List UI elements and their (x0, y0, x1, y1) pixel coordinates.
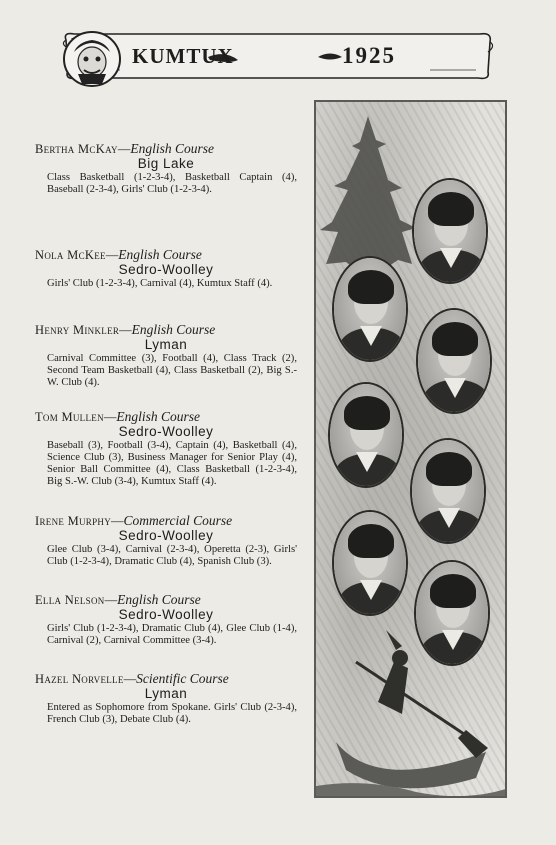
portrait-6 (332, 510, 408, 616)
student-activities: Girls' Club (1-2-3-4), Carnival (4), Kumtux Staff (4). (47, 278, 273, 289)
header-banner (60, 30, 496, 82)
student-name: Irene Murphy (35, 514, 112, 528)
student-town: Lyman (144, 686, 188, 701)
entry-heading: Bertha McKay—English Course (35, 141, 214, 156)
student-activities: Carnival Committee (3), Football (4), Class Track (2), Second Team Basketball (4), Class Basketball (2), Big S.-W. Club (4). (47, 353, 297, 388)
entry-heading: Nola McKee—English Course (35, 247, 202, 262)
scroll-ribbon (60, 30, 496, 82)
portrait-5 (410, 438, 486, 544)
student-entry (35, 514, 297, 568)
student-activities: Glee Club (3-4), Carnival (2-3-4), Operetta (2-3), Girls' Club (1-2-3-4), Dramatic Club (4), Spanish Club (3). (47, 544, 297, 567)
student-town: Sedro-Woolley (118, 607, 214, 622)
student-activities: Class Basketball (1-2-3-4), Basketball Captain (4), Baseball (2-3-4), Girls' Club (1-2-3-4). (47, 172, 297, 195)
student-course: Commercial Course (123, 513, 233, 528)
student-name: Nola McKee (35, 248, 106, 262)
portrait-panel (314, 100, 507, 798)
student-activities: Girls' Club (1-2-3-4), Dramatic Club (4), Glee Club (1-4), Carnival (2), Carnival Committee (3-4). (47, 623, 297, 646)
student-name: Henry Minkler (35, 323, 120, 337)
portrait-7 (414, 560, 490, 666)
student-entry (35, 248, 297, 290)
student-name: Bertha McKay (35, 142, 118, 156)
entry-heading: Tom Mullen—English Course (35, 409, 201, 424)
student-course: English Course (117, 592, 201, 607)
student-course: English Course (130, 141, 214, 156)
yearbook-year: 1925 (342, 43, 396, 68)
portrait-3 (416, 308, 492, 414)
student-town: Sedro-Woolley (118, 262, 214, 277)
student-name: Hazel Norvelle (35, 672, 124, 686)
entry-heading: Irene Murphy—Commercial Course (35, 513, 233, 528)
yearbook-title: KUMTUX (132, 44, 234, 68)
entry-heading: Ella Nelson—English Course (35, 592, 201, 607)
student-activities: Entered as Sophomore from Spokane. Girls' Club (2-3-4), French Club (3), Debate Club (4). (47, 702, 297, 725)
student-town: Sedro-Woolley (118, 424, 214, 439)
student-course: English Course (118, 247, 202, 262)
student-course: Scientific Course (136, 671, 229, 686)
student-activities: Baseball (3), Football (3-4), Captain (4), Basketball (4), Science Club (3), Business Manager for Senior Play (4), Senior Ball Committee (4), Class Basketball (1-2-3-4), Big S.-W. Club (3-4), Kumtux Staff (4). (47, 440, 297, 487)
student-entry (35, 323, 297, 389)
totem-emblem-icon (60, 30, 124, 88)
entry-heading: Henry Minkler—English Course (35, 322, 216, 337)
student-course: English Course (116, 409, 201, 424)
student-entry (35, 672, 297, 726)
entry-heading: Hazel Norvelle—Scientific Course (35, 671, 229, 686)
student-entry (35, 410, 297, 488)
student-town: Lyman (144, 337, 188, 352)
student-entry (35, 593, 297, 647)
student-name: Tom Mullen (35, 410, 104, 424)
portrait-1 (412, 178, 488, 284)
student-course: English Course (131, 322, 216, 337)
student-name: Ella Nelson (35, 593, 105, 607)
student-town: Sedro-Woolley (118, 528, 214, 543)
student-town: Big Lake (137, 156, 195, 171)
student-entry (35, 142, 297, 196)
portrait-2 (332, 256, 408, 362)
portrait-4 (328, 382, 404, 488)
